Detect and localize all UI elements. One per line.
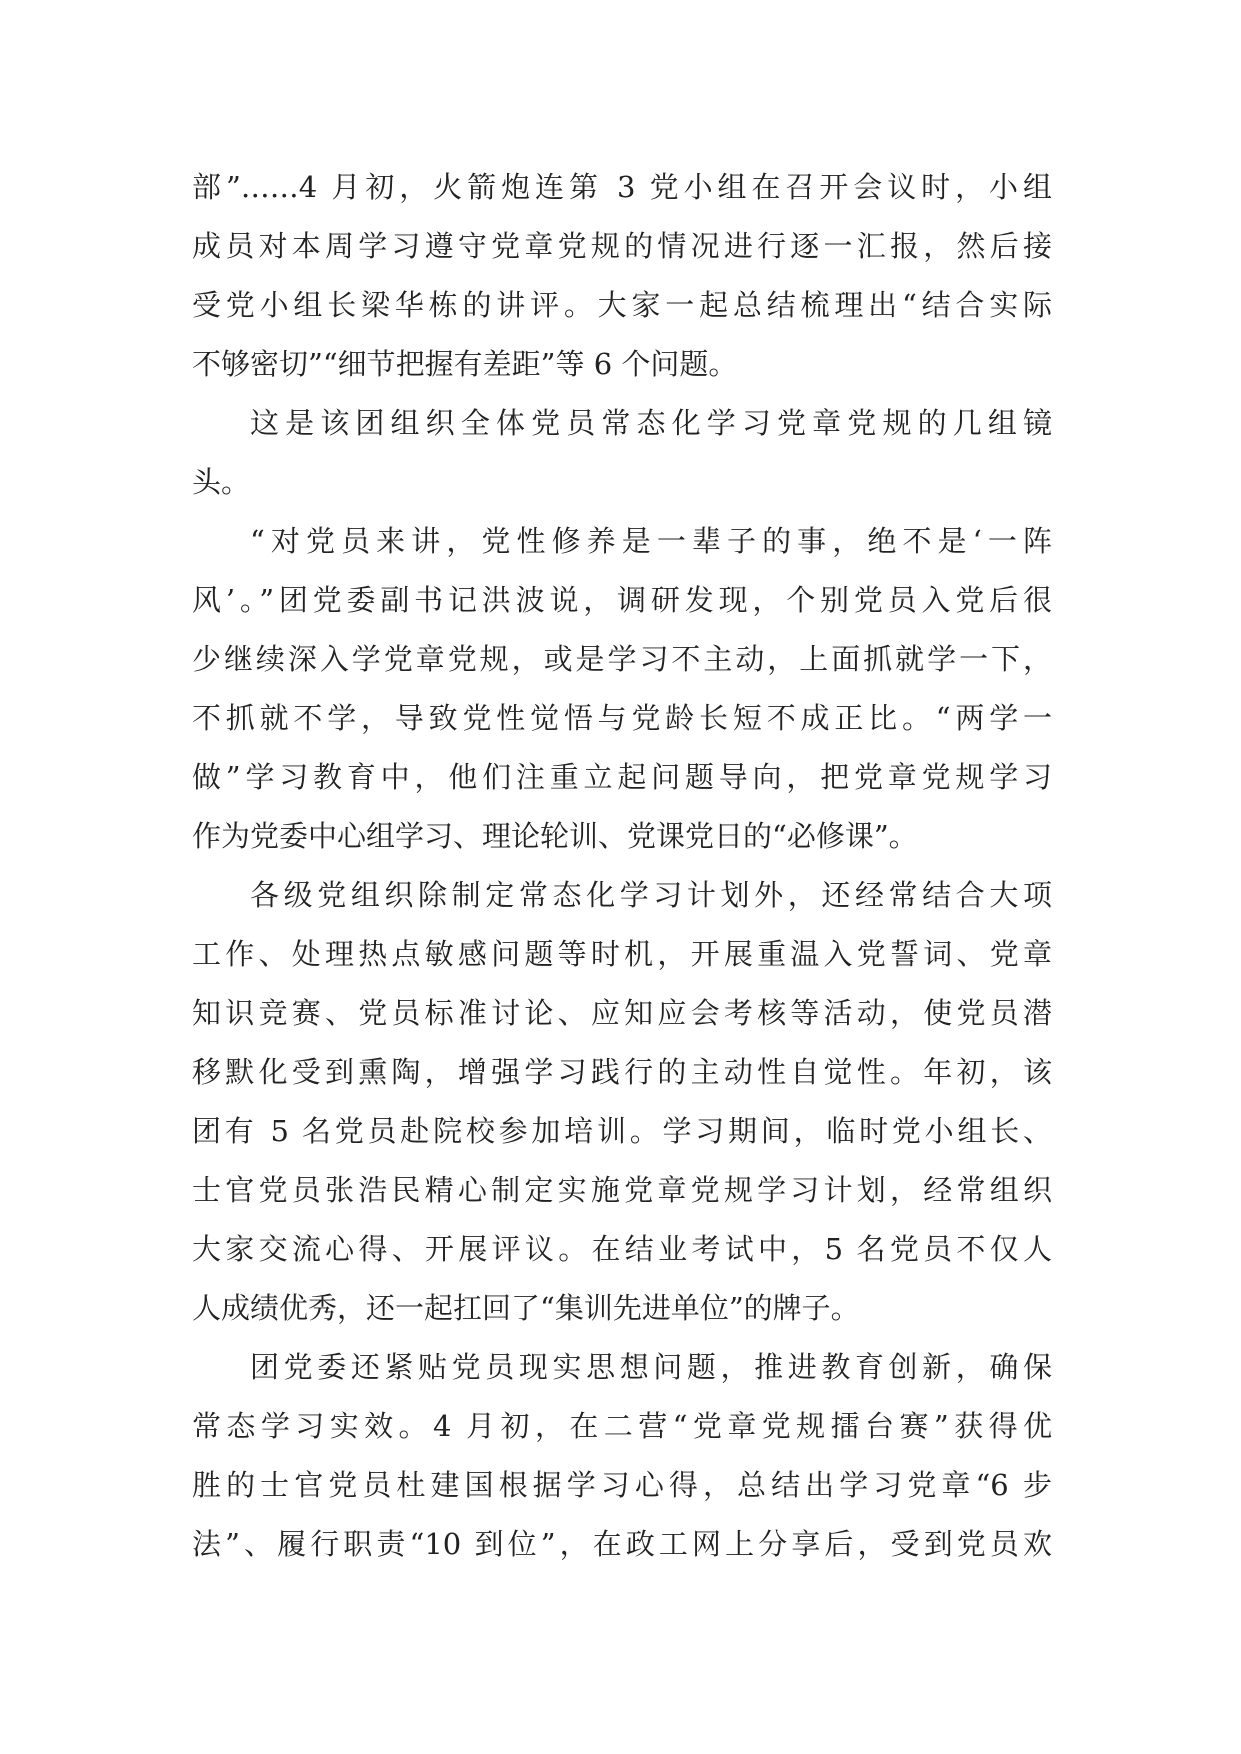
text-line: “对党员来讲，党性修养是一辈子的事，绝不是‘一阵: [250, 524, 1052, 558]
text-line: 头。: [192, 465, 251, 499]
text-line: 成员对本周学习遵守党章党规的情况进行逐一汇报，然后接: [192, 229, 1052, 263]
text-line: 知识竞赛、党员标准讨论、应知应会考核等活动，使党员潜: [192, 996, 1052, 1030]
text-line: 团有 5 名党员赴院校参加培训。学习期间，临时党小组长、: [192, 1114, 1052, 1148]
body-text: [192, 158, 1052, 1574]
text-line: 工作、处理热点敏感问题等时机，开展重温入党誓词、党章: [192, 937, 1052, 971]
text-line: 部”……4 月初，火箭炮连第 3 党小组在召开会议时，小组: [192, 170, 1052, 204]
text-line: 不抓就不学，导致党性觉悟与党龄长短不成正比。“两学一: [192, 701, 1052, 735]
text-line: 大家交流心得、开展评议。在结业考试中，5 名党员不仅人: [192, 1232, 1052, 1266]
paragraph: [192, 1338, 1052, 1574]
text-line: 少继续深入学党章党规，或是学习不主动，上面抓就学一下，: [192, 642, 1052, 676]
paragraph: [192, 158, 1052, 394]
text-line: 人成绩优秀，还一起扛回了“集训先进单位”的牌子。: [192, 1291, 860, 1325]
text-line: 常态学习实效。4 月初，在二营“党章党规擂台赛”获得优: [192, 1409, 1052, 1443]
text-line: 胜的士官党员杜建国根据学习心得，总结出学习党章“6 步: [192, 1468, 1052, 1502]
paragraph: [192, 512, 1052, 866]
text-line: 作为党委中心组学习、理论轮训、党课党日的“必修课”。: [192, 819, 918, 853]
paragraph: [192, 866, 1052, 1338]
text-line: 这是该团组织全体党员常态化学习党章党规的几组镜: [250, 406, 1052, 440]
text-line: 受党小组长梁华栋的讲评。大家一起总结梳理出“结合实际: [192, 288, 1052, 322]
text-line: 各级党组织除制定常态化学习计划外，还经常结合大项: [250, 878, 1052, 912]
text-line: 士官党员张浩民精心制定实施党章党规学习计划，经常组织: [192, 1173, 1052, 1207]
text-line: 不够密切”“细节把握有差距”等 6 个问题。: [192, 347, 738, 381]
text-line: 移默化受到熏陶，增强学习践行的主动性自觉性。年初，该: [192, 1055, 1052, 1089]
text-line: 法”、履行职责“10 到位”，在政工网上分享后，受到党员欢: [192, 1527, 1052, 1561]
text-line: 做”学习教育中，他们注重立起问题导向，把党章党规学习: [192, 760, 1052, 794]
paragraph: [192, 394, 1052, 512]
text-line: 团党委还紧贴党员现实思想问题，推进教育创新，确保: [250, 1350, 1052, 1384]
text-line: 风’。”团党委副书记洪波说，调研发现，个别党员入党后很: [192, 583, 1052, 617]
